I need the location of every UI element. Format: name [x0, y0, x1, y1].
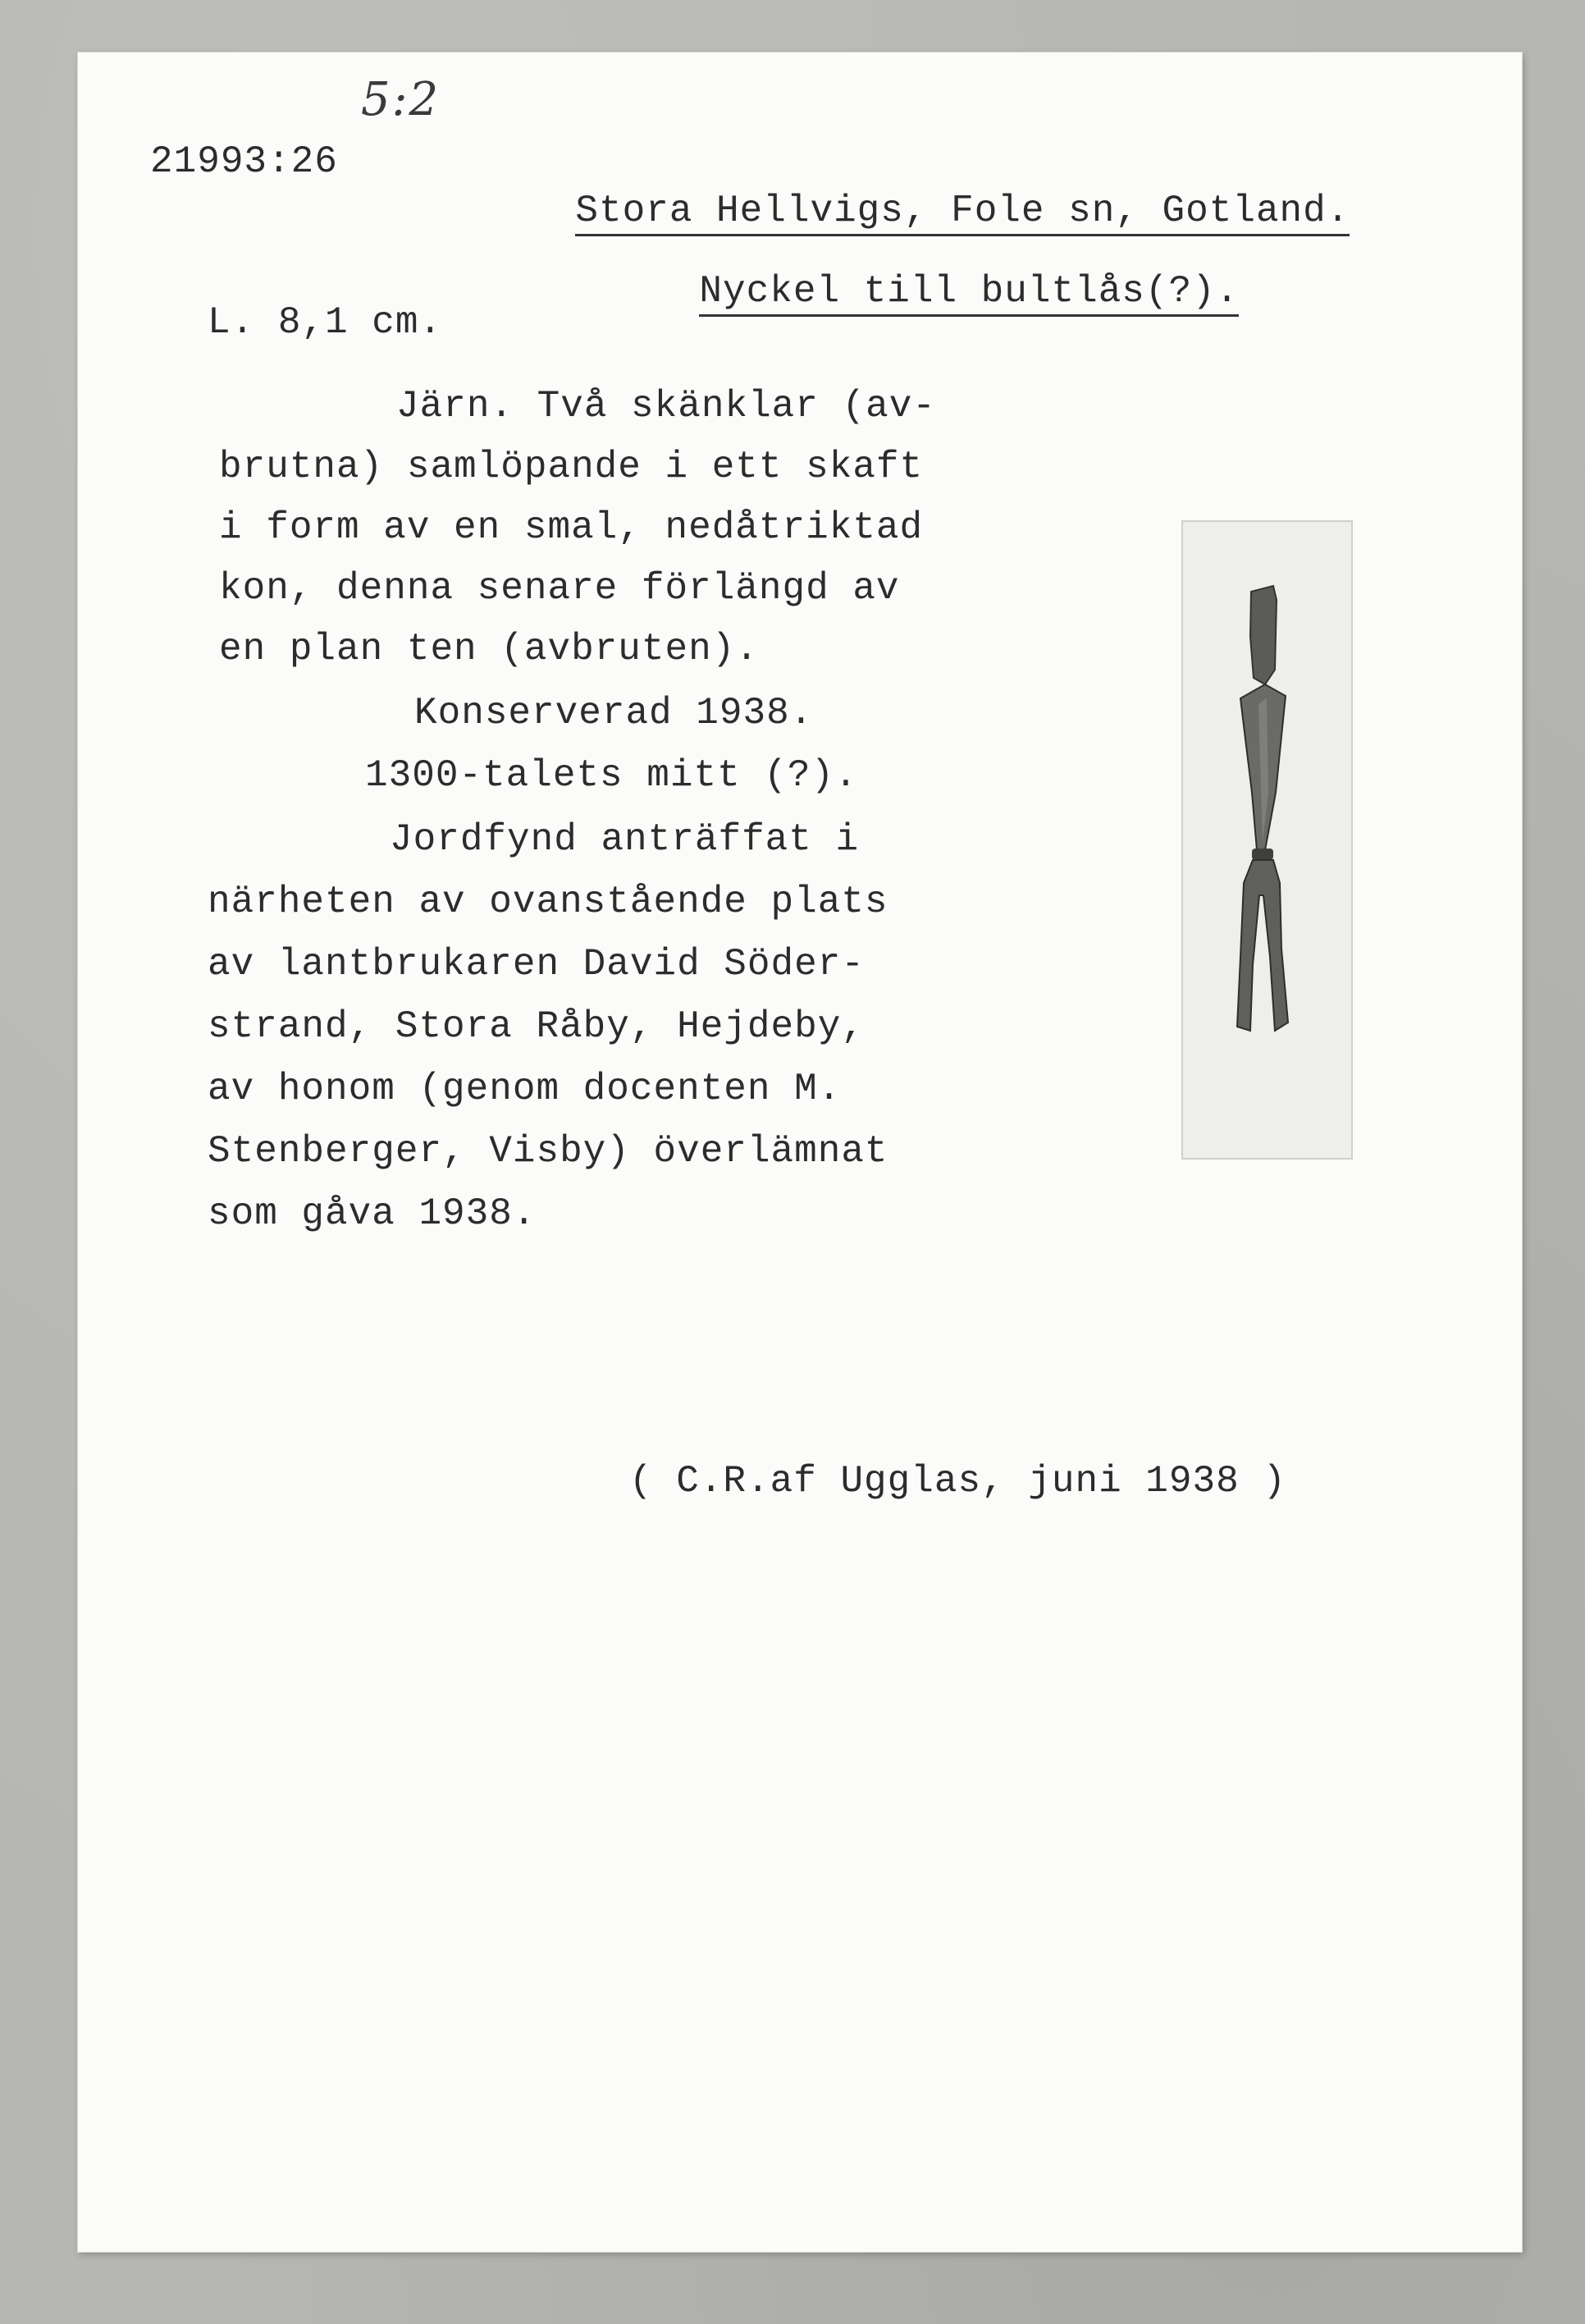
description-line: en plan ten (avbruten). — [219, 628, 759, 670]
iron-key-image — [1183, 522, 1351, 1158]
object-length: L. 8,1 cm. — [208, 301, 443, 344]
description-line: i form av en smal, nedåtriktad — [219, 506, 924, 549]
handwritten-mark: 5:2 — [361, 73, 441, 126]
description-line: Jordfynd anträffat i — [390, 818, 860, 861]
description-line: kon, denna senare förlängd av — [219, 567, 900, 610]
description-line: närheten av ovanstående plats — [208, 881, 888, 923]
object-photo — [1181, 520, 1353, 1160]
description-line: strand, Stora Råby, Hejdeby, — [208, 1005, 865, 1048]
catalog-card — [78, 53, 1522, 2252]
description-line: 1300-talets mitt (?). — [365, 754, 858, 797]
description-line: Stenberger, Visby) överlämnat — [208, 1130, 888, 1173]
description-line: Järn. Två skänklar (av- — [396, 385, 936, 428]
catalog-number: 21993:26 — [150, 140, 338, 183]
description-line: av honom (genom docenten M. — [208, 1068, 842, 1110]
object-title-text: Nyckel till bultlås(?). — [699, 270, 1239, 317]
description-line: som gåva 1938. — [208, 1192, 537, 1235]
description-line: av lantbrukaren David Söder- — [208, 943, 865, 986]
author-note: ( C.R.af Ugglas, juni 1938 ) — [629, 1460, 1286, 1503]
site-name: Stora Hellvigs, Fole sn, Gotland. — [575, 190, 1350, 236]
object-title — [605, 235, 1239, 348]
description-line: Konserverad 1938. — [414, 692, 814, 734]
description-line: brutna) samlöpande i ett skaft — [219, 446, 924, 488]
